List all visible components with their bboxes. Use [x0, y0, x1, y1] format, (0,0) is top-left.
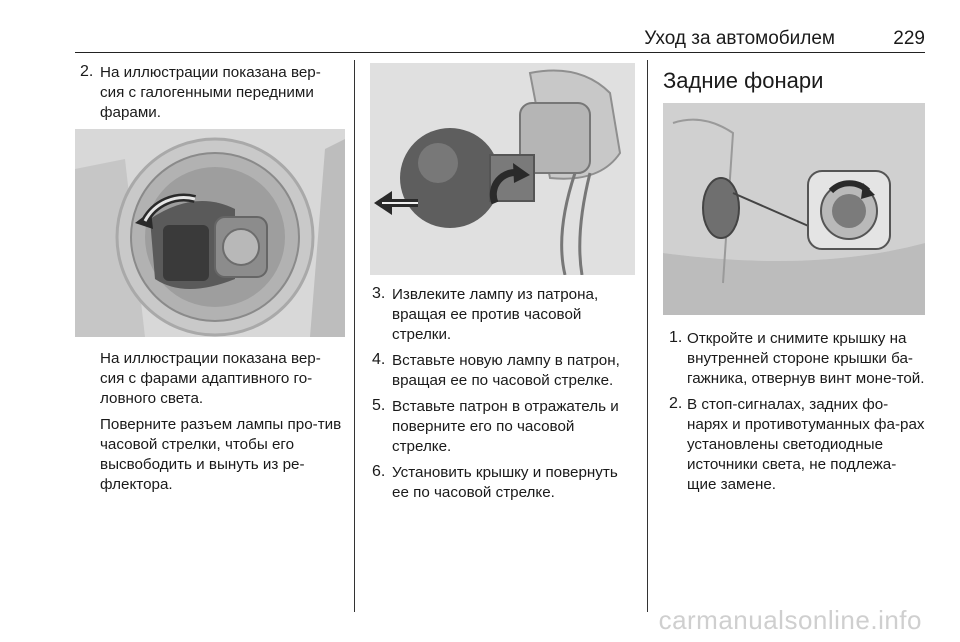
column-1	[75, 63, 345, 501]
column-2	[370, 63, 635, 509]
page-number: 229	[893, 28, 925, 49]
instruction-list	[663, 329, 925, 495]
list-number: 2.	[669, 395, 683, 412]
page-header	[75, 24, 925, 53]
list-text: В стоп-сигналах, задних фо-нарях и противотуманных фа-рах установлены светодиодные источники света, не подлежа-щие замене.	[687, 396, 925, 493]
list-text: Установить крышку и повернуть ее по часовой стрелке.	[392, 464, 618, 501]
headlamp-bulb-illustration	[75, 129, 345, 337]
column-3	[663, 63, 925, 501]
list-text: Откройте и снимите крышку на внутренней стороне крышки ба-гажника, отвернув винт моне-той.	[687, 330, 925, 387]
list-item	[370, 351, 635, 391]
list-text: Вставьте новую лампу в патрон, вращая ее по часовой стрелке.	[392, 352, 620, 389]
list-item	[663, 395, 925, 495]
section-heading: Задние фонари	[663, 68, 824, 93]
list-item	[75, 63, 345, 123]
bulb-removal-illustration	[370, 63, 635, 275]
list-number: 6.	[372, 463, 386, 480]
list-item	[370, 463, 635, 503]
list-number: 5.	[372, 397, 386, 414]
tailgate-cover-illustration	[663, 103, 925, 315]
list-text: Вставьте патрон в отражатель и поверните его по часовой стрелке.	[392, 398, 619, 455]
list-item	[370, 397, 635, 457]
list-number: 1.	[669, 329, 683, 346]
watermark: carmanualsonline.info	[658, 605, 922, 635]
list-text: На иллюстрации показана вер-сия с галогенными передними фарами.	[100, 64, 321, 121]
column-divider	[354, 60, 355, 612]
list-item	[370, 285, 635, 345]
list-number: 2.	[80, 63, 94, 80]
list-number: 4.	[372, 351, 386, 368]
list-text: Извлеките лампу из патрона, вращая ее против часовой стрелки.	[392, 286, 599, 343]
section-title: Уход за автомобилем	[644, 28, 835, 49]
paragraph	[75, 415, 345, 495]
list-item	[663, 329, 925, 389]
list-number: 3.	[372, 285, 386, 302]
instruction-list	[370, 285, 635, 503]
column-divider	[647, 60, 648, 612]
paragraph-text: На иллюстрации показана вер-сия с фарами адаптивного го-ловного света.	[100, 350, 321, 407]
paragraph	[75, 349, 345, 409]
paragraph-text: Поверните разъем лампы про-тив часовой стрелки, чтобы его высвободить и вынуть из ре-флектора.	[100, 416, 342, 493]
